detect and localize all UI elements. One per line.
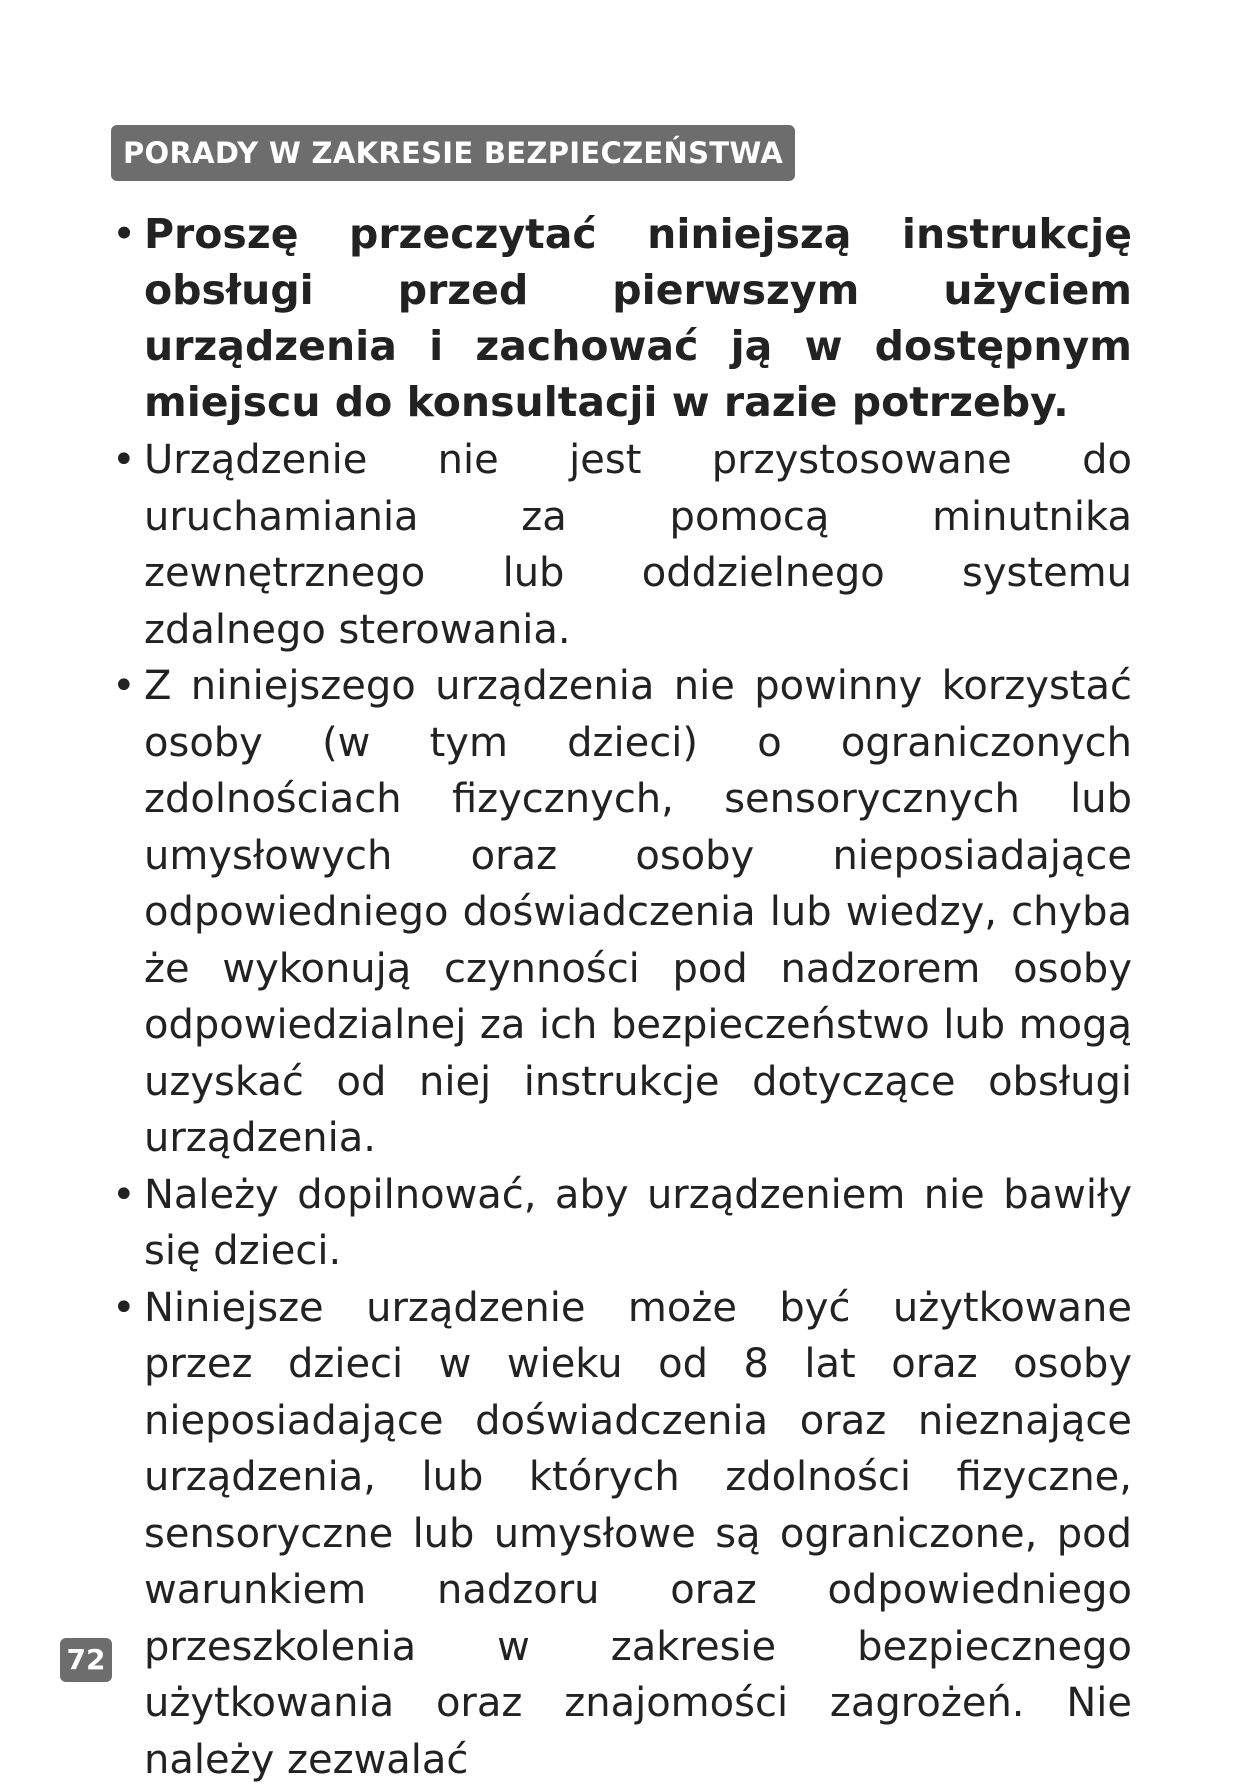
bullet-dot-icon: • (112, 432, 136, 489)
bullet-text: Proszę przeczytać niniejszą instrukcję obsługi przed pierwszym użyciem urządzenia i zachować ją w dostępnym miejscu do konsultacji w razie potrzeby. (144, 210, 1132, 426)
page-number-badge: 72 (60, 1638, 112, 1682)
bullet-text: Z niniejszego urządzenia nie powinny korzystać osoby (w tym dzieci) o ograniczonych zdolnościach fizycznych, sensorycznych lub umysłowych oraz osoby nieposiadające odpowiedniego doświadczenia lub wiedzy, chyba że wykonują czynności pod nadzorem osoby odpowiedzialnej za ich bezpieczeństwo lub mogą uzyskać od niej instrukcje dotyczące obsługi urządzenia. (144, 663, 1132, 1161)
bullet-item-no-timer (110, 432, 1132, 658)
bullet-dot-icon: • (112, 1280, 136, 1337)
bullet-item-children-8-years (110, 1280, 1132, 1788)
bullet-text: Niniejsze urządzenie może być użytkowane przez dzieci w wieku od 8 lat oraz osoby nieposiadające doświadczenia oraz nieznające urządzenia, lub których zdolności fizyczne, sensoryczne lub umysłowe są ograniczone, pod warunkiem nadzoru oraz odpowiedniego przeszkolenia w zakresie bezpiecznego użytkowania oraz znajomości zagrożeń. Nie należy zezwalać (144, 1285, 1132, 1783)
bullet-text: Należy dopilnować, aby urządzeniem nie bawiły się dzieci. (144, 1172, 1132, 1275)
bullet-item-limited-persons (110, 658, 1132, 1167)
safety-bullet-list (110, 206, 1132, 1788)
section-title-badge: PORADY W ZAKRESIE BEZPIECZEŃSTWA (111, 125, 795, 181)
bullet-item-read-manual (110, 206, 1132, 430)
bullet-dot-icon: • (112, 206, 136, 262)
bullet-text: Urządzenie nie jest przystosowane do uruchamiania za pomocą minutnika zewnętrznego lub oddzielnego systemu zdalnego sterowania. (144, 437, 1132, 653)
bullet-item-children-play (110, 1167, 1132, 1280)
bullet-dot-icon: • (112, 1167, 136, 1224)
bullet-dot-icon: • (112, 658, 136, 715)
